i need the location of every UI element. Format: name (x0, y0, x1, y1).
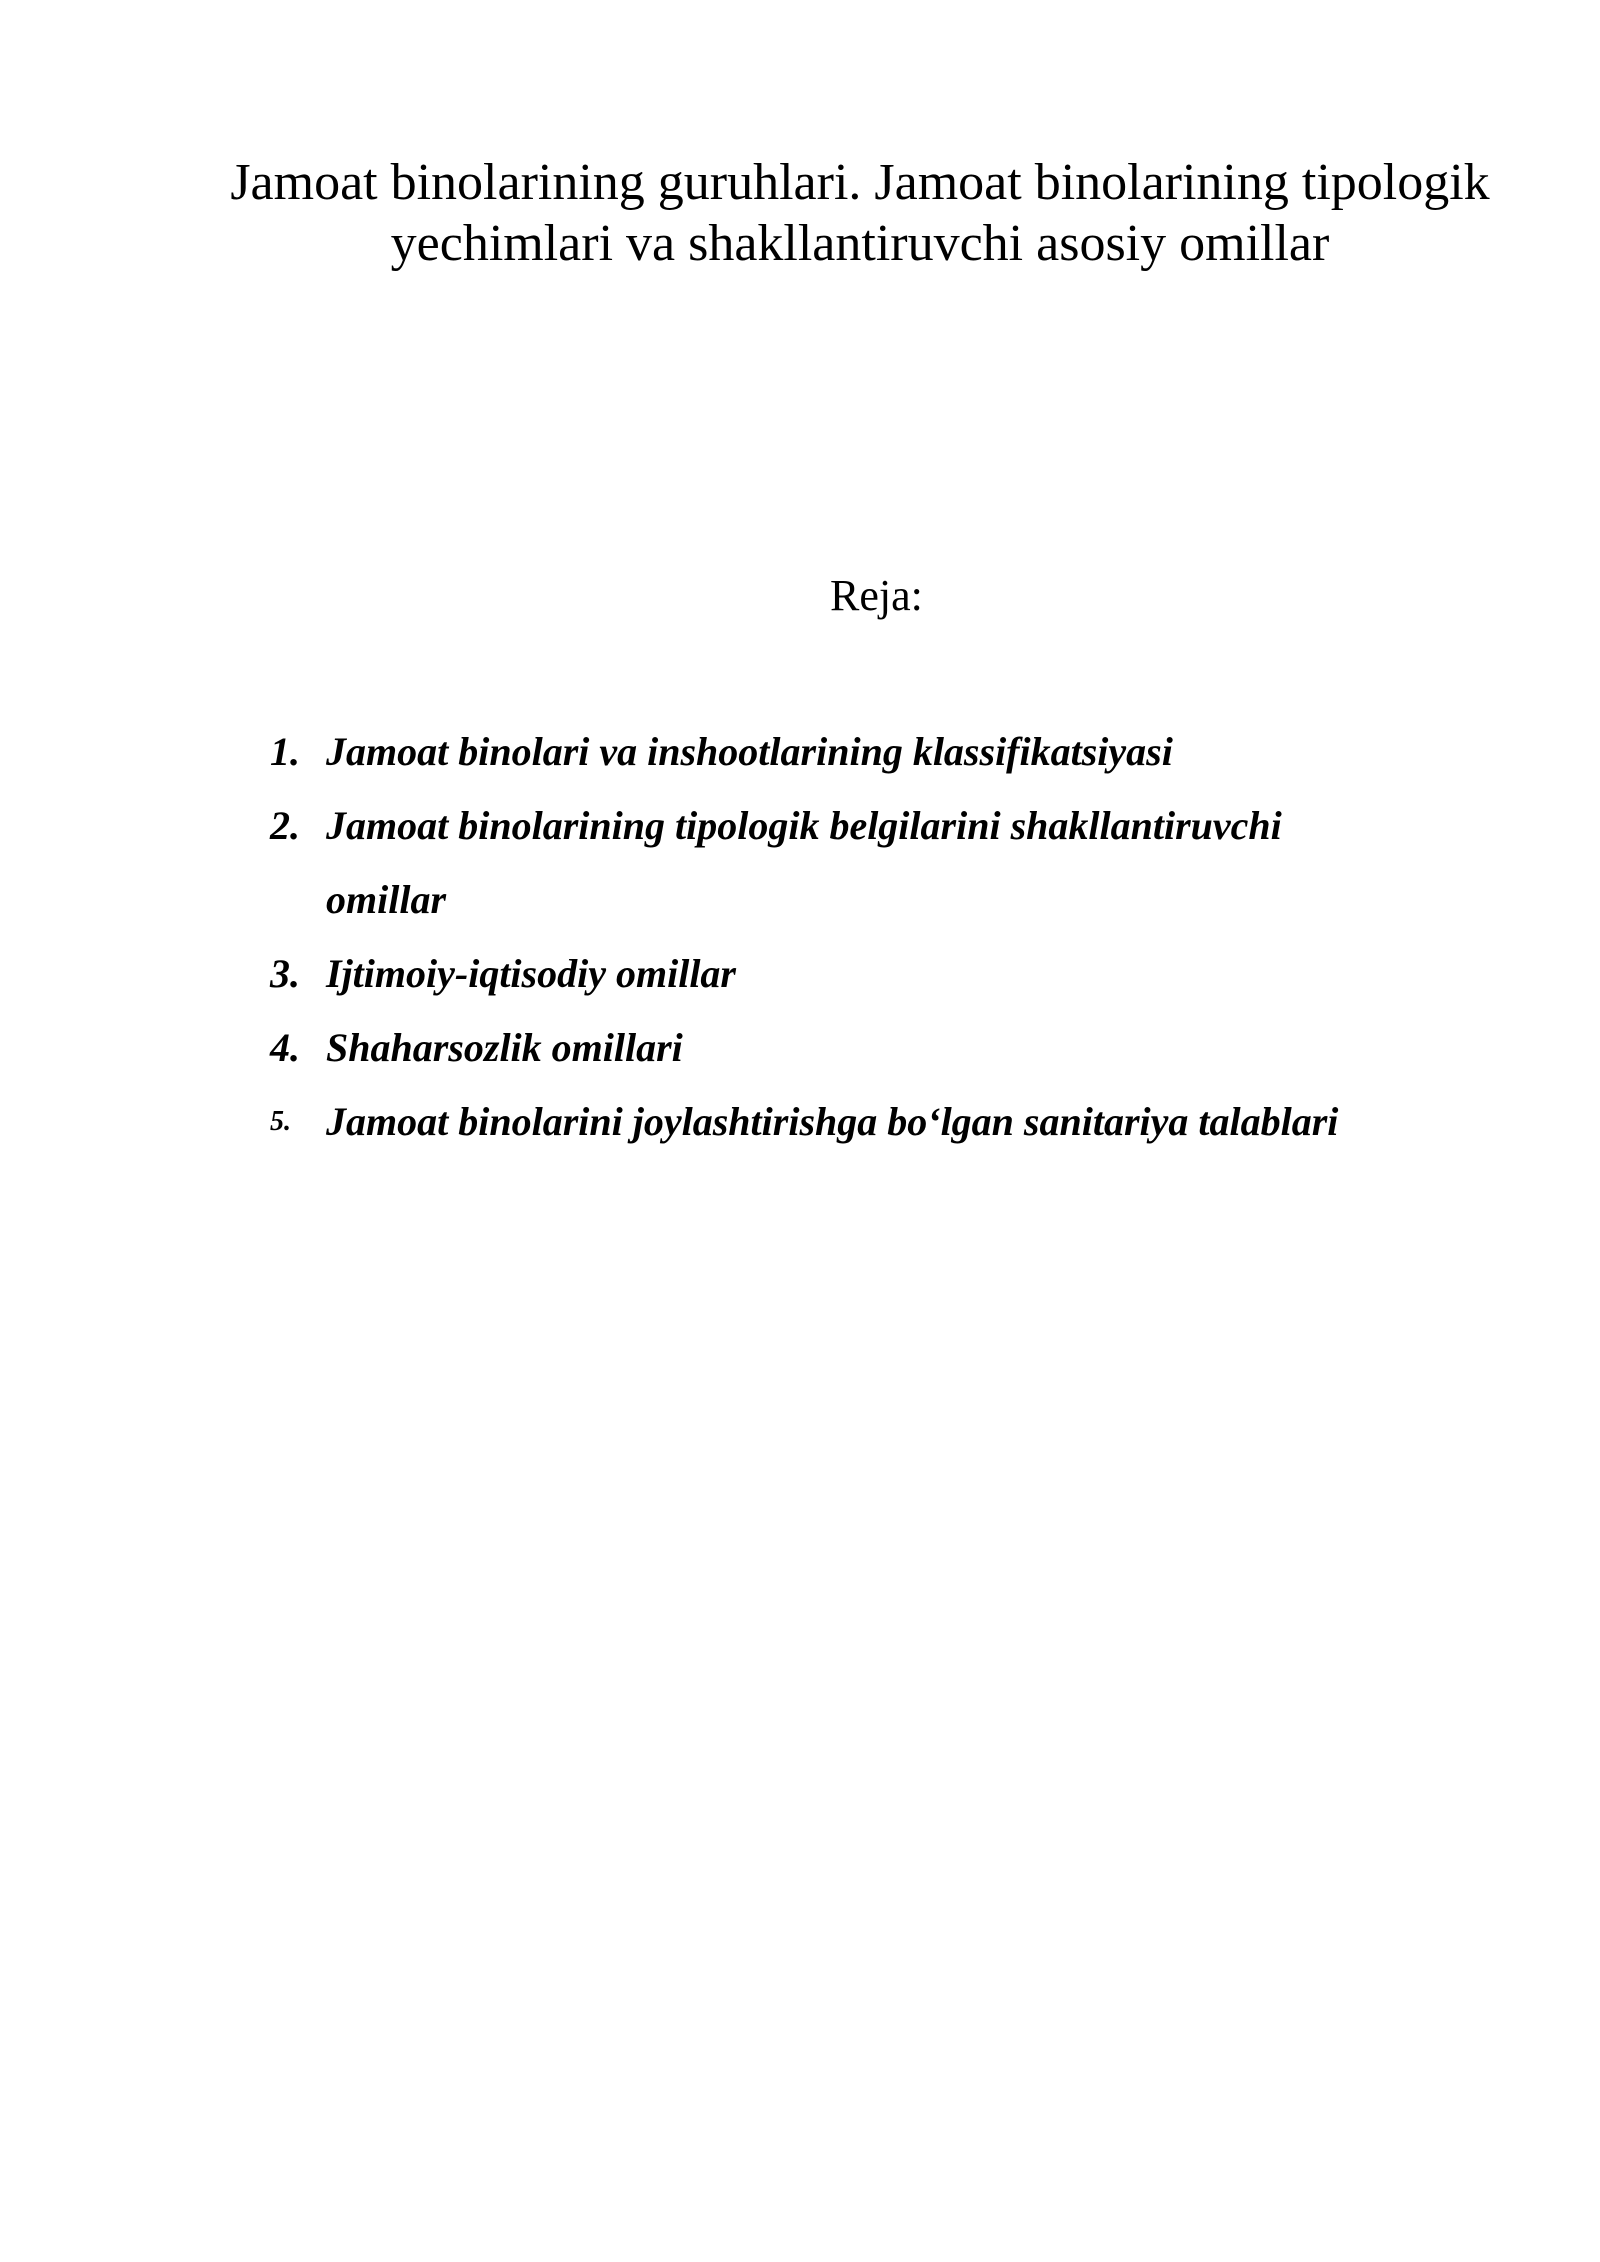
plan-item (270, 937, 1530, 1011)
plan-item (270, 1085, 1530, 1159)
plan-item-number: 4. (270, 1025, 300, 1070)
plan-item-text: Jamoat binolarining tipologik belgilarini shakllantiruvchi omillar (326, 803, 1282, 922)
plan-list (270, 715, 1530, 1159)
plan-item-number: 2. (270, 803, 300, 848)
plan-heading: Reja: (830, 571, 923, 620)
plan-item (270, 715, 1530, 789)
plan-item-text: Jamoat binolari va inshootlarining klassifikatsiyasi (326, 729, 1173, 774)
plan-item-number: 3. (270, 951, 300, 996)
plan-item-number: 1. (270, 729, 300, 774)
plan-item-number: 5. (270, 1106, 291, 1137)
plan-item (270, 789, 1530, 937)
plan-item (270, 1011, 1530, 1085)
plan-item-text: Shaharsozlik omillari (326, 1025, 683, 1070)
plan-item-text: Jamoat binolarini joylashtirishga bo‘lgan sanitariya talablari (326, 1099, 1339, 1144)
document-title: Jamoat binolarining guruhlari. Jamoat binolarining tipologik yechimlari va shakllantiruvchi asosiy omillar (230, 154, 1490, 272)
plan-item-text: Ijtimoiy-iqtisodiy omillar (326, 951, 736, 996)
